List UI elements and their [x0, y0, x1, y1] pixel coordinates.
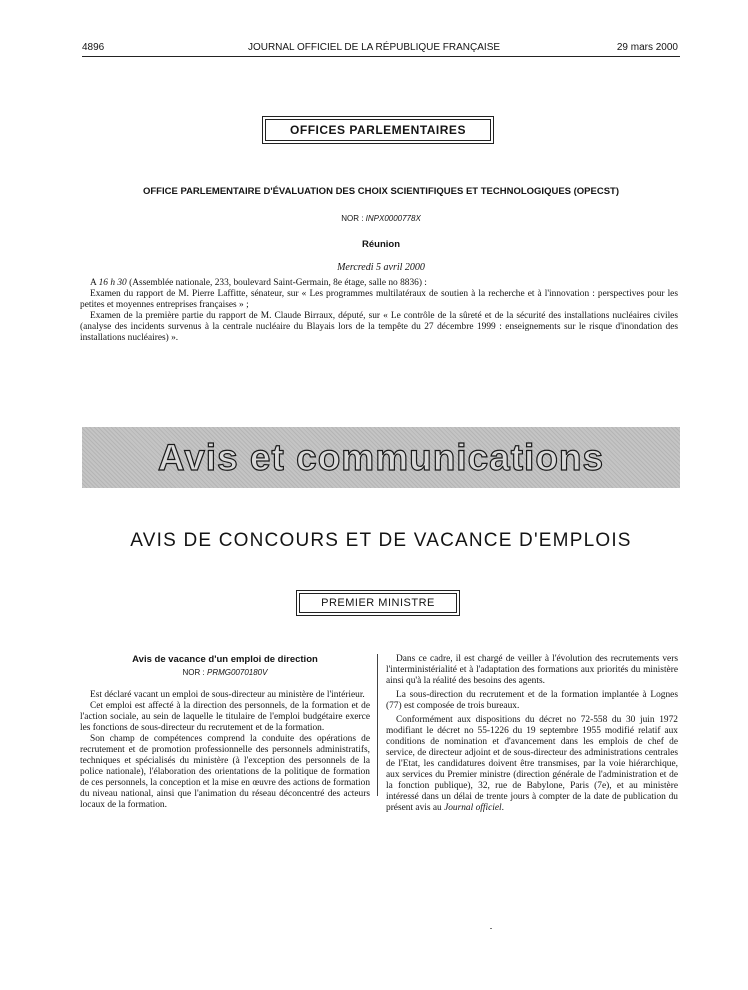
notice-title: Avis de vacance d'un emploi de direction: [132, 654, 318, 665]
final-period: .: [501, 803, 504, 813]
offices-heading: OFFICES PARLEMENTAIRES: [290, 123, 466, 137]
agenda-item: Examen du rapport de M. Pierre Laffitte, sénateur, sur « Les programmes multilatéraux de soutien à la recherche et à l'innovation : perspectives pour les petites et moyennes entreprises françaises » ;: [80, 289, 678, 310]
opecst-nor-label: NOR :: [341, 214, 366, 223]
meeting-agenda: [80, 278, 678, 344]
meeting-time: 16 h 30: [98, 278, 127, 288]
banner-title: Avis et communications: [157, 436, 605, 478]
notice-right-column: [386, 654, 678, 817]
ministry-box-inner-frame: [299, 593, 457, 613]
notice-paragraph: La sous-direction du recrutement et de la formation implantée à Lognes (77) est composée de trois bureaux.: [386, 690, 678, 711]
notice-left-column: [80, 654, 370, 811]
meeting-label: Réunion: [362, 239, 400, 250]
concours-title: AVIS DE CONCOURS ET DE VACANCE D'EMPLOIS: [130, 530, 632, 551]
ministry-box: [296, 590, 460, 616]
notice-paragraph: Son champ de compétences comprend la conduite des opérations de recrutement et de promotion professionnelle des personnels administratifs, techniques et spécialisés du ministère (à l'exception des personnels de la police nationale), l'élaboration des orientations de la politique de formation de ces personnels, la conception et la mise en œuvre des actions de formation du niveau national, ainsi que l'animation du réseau déconcentré des acteurs locaux de la formation.: [80, 734, 371, 810]
page-number: 4896: [82, 42, 105, 53]
stray-mark: [490, 928, 492, 929]
journal-reference: Journal officiel: [444, 803, 502, 813]
notice-nor-code: PRMG0070180V: [206, 668, 268, 677]
issue-date: 29 mars 2000: [616, 42, 678, 53]
agenda-item: Examen de la première partie du rapport de M. Claude Birraux, député, sur « Le contrôle de la sûreté et de la sécurité des installations nucléaires civiles (analyse des incidents survenus à la centrale nucléaire du Blayais lors de la tempête du 27 décembre 1999 : enseignements sur le risque d'inondation des installations nucléaires) ».: [80, 311, 678, 343]
journal-title: JOURNAL OFFICIEL DE LA RÉPUBLIQUE FRANÇAISE: [247, 42, 501, 53]
notice-paragraph-text: Conformément aux dispositions du décret no 72-558 du 30 juin 1972 modifiant le décret no 55-1226 du 19 septembre 1955 modifié relatif aux conditions de nomination et d'avancement dans les emplois de chef de service, de directeur adjoint et de sous-directeur des administrations centrales de l'Etat, les candidatures doivent être transmises, par la voie hiérarchique, aux services du Premier ministre (direction générale de l'administration et de la fonction publique), 32, rue de Babylone, Paris (7e), et au ministère intéressé dans un délai de trente jours à compter de la date de publication du présent avis au: [386, 715, 678, 813]
notice-paragraph: Dans ce cadre, il est chargé de veiller à l'évolution des recrutements vers l'interministérialité et à l'adaptation des formations aux priorités du ministère ainsi qu'à la réalité des besoins des agents.: [386, 654, 678, 686]
notice-nor: [80, 667, 370, 678]
opecst-title: OFFICE PARLEMENTAIRE D'ÉVALUATION DES CHOIX SCIENTIFIQUES ET TECHNOLOGIQUES (OPECST): [142, 186, 620, 197]
opecst-nor-code: INPX0000778X: [365, 214, 421, 223]
offices-heading-box: [262, 116, 494, 144]
ministry-name: PREMIER MINISTRE: [321, 597, 435, 609]
time-prefix: A: [90, 278, 99, 288]
offices-heading-inner-frame: [265, 119, 491, 141]
section-banner: [82, 427, 680, 488]
column-divider: [377, 654, 378, 796]
notice-final-paragraph: [386, 715, 678, 814]
meeting-location: (Assemblée nationale, 233, boulevard Saint-Germain, 8e étage, salle no 8836) :: [126, 278, 427, 288]
notice-paragraph: Est déclaré vacant un emploi de sous-directeur au ministère de l'intérieur.: [90, 690, 365, 700]
header-rule: [82, 56, 680, 57]
notice-paragraph: Cet emploi est affecté à la direction des personnels, de la formation et de l'action sociale, au sein de laquelle le titulaire de l'emploi budgétaire exerce les fonctions de sous-directeur du recrutement et de la formation.: [80, 701, 370, 733]
opecst-nor: [82, 214, 680, 223]
notice-nor-label: NOR :: [182, 668, 207, 677]
meeting-date: Mercredi 5 avril 2000: [337, 262, 425, 273]
meeting-time-location: [80, 278, 678, 289]
